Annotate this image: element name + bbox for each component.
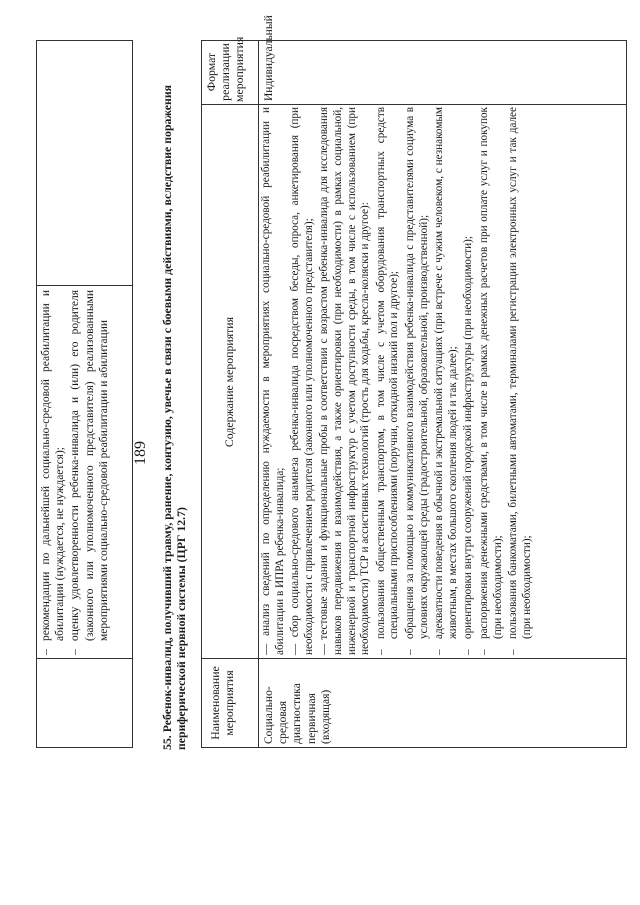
list-item: – адекватности поведения в обычной и экстремальной ситуациях (при встрече с чужим человеком, с незнакомым животным, в местах большого скопления людей и так далее);	[433, 107, 459, 655]
list-item: — сбор социально-средового анамнеза ребенка-инвалида посредством беседы, опроса, анкетирования (при необходимости с привлечением родителя (законного или уполномоченного представителя);	[289, 107, 315, 655]
list-item: – обращения за помощью и коммуникативного взаимодействия ребенка-инвалида с представителями социума в условиях окружающей среды (градостроительной, образовательной, производственной);	[403, 107, 430, 655]
table-divider	[202, 104, 626, 105]
section-heading: 55. Ребенок-инвалид, получивший травму, ранение, контузию, увечье в связи с боевыми действиями, вследствие поражения периферической нервной системы (ЦРГ 12.7)	[160, 84, 188, 750]
list-item: – пользования банкоматами, билетными автоматами, терминалами регистрации электронных услуг и так далее (при необходимости);	[507, 107, 533, 655]
list-item: – рекомендации по дальнейшей социально-средовой реабилитации и абилитации (нуждается, не нуждается);	[40, 290, 67, 655]
measure-name-cell: Социально-средовая диагностика первичная (входящая)	[263, 683, 332, 744]
measure-content-cell	[260, 107, 536, 655]
header-format: Формат реализации мероприятия	[204, 36, 246, 102]
page-number: 189	[132, 441, 149, 465]
list-item: – распоряжения денежными средствами, в том числе в рамках денежных расчетов при оплате услуг и покупок (при необходимости);	[477, 107, 504, 655]
list-item: — анализ сведений по определению нуждаемости в мероприятиях социально-средовой реабилитации и абилитации в ИПРА ребенка-инвалида;	[260, 107, 286, 655]
continuation-cell	[39, 290, 112, 655]
list-item: – пользования общественным транспортом, в том числе с учетом оборудования транспортных средств специальными приспособлениями (поручни, откидной низкий пол и другое);	[374, 107, 401, 655]
table-divider	[37, 285, 132, 286]
continuation-table	[36, 40, 133, 748]
header-name: Наименование мероприятия	[208, 666, 236, 740]
header-content: Содержание мероприятия	[222, 316, 236, 448]
list-item: — тестовые задания и функциональные пробы в соответствии с возрастом ребенка-инвалида для исследования навыков передвижения и взаимодействия, а также ориентировки (при необходимости) в рамках социальной, инженерной и транспортной инфраструктур с учетом доступности среды, в том числе с использованием (при необходимости) ТСР и ассистивных технологий (трость для ходьбы, кресла-коляски и другое):	[318, 107, 372, 655]
measure-format-cell: Индивидуальный	[263, 15, 275, 101]
table-divider	[37, 658, 132, 659]
list-item: – оценку удовлетворенности ребенка-инвалида и (или) его родителя (законного или уполномоченного представителя) реализованными мероприятиями социально-средовой реабилитации и абилитации	[69, 290, 110, 655]
measures-table	[201, 15, 627, 748]
list-item: – ориентировки внутри сооружений городской инфраструктуры (при необходимости);	[462, 236, 475, 655]
